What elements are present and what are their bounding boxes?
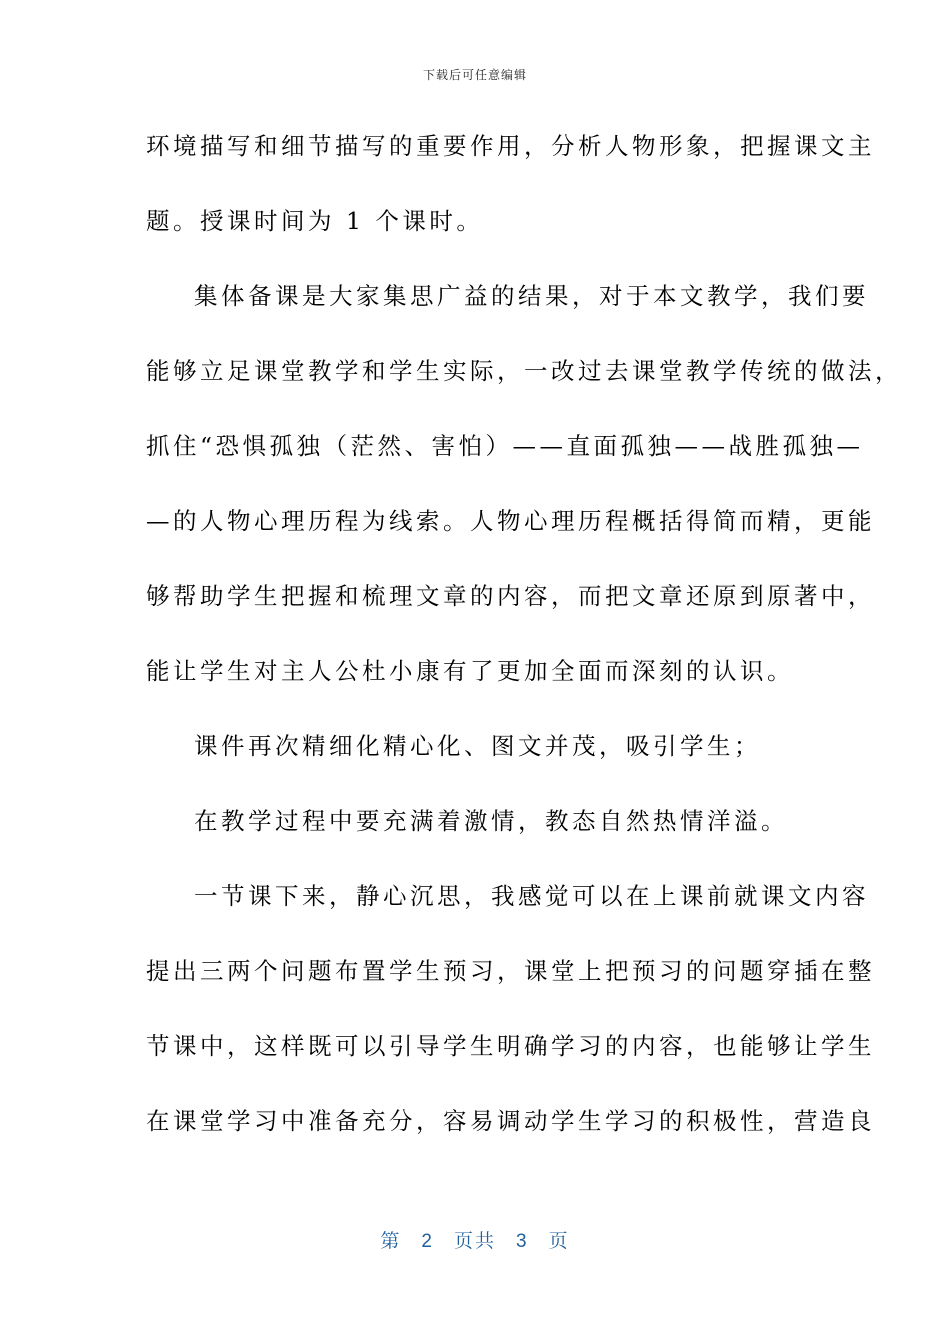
text-line: 够帮助学生把握和梳理文章的内容，而把文章还原到原著中，: [146, 582, 875, 610]
text-line: —的人物心理历程为线索。人物心理历程概括得简而精，更能: [146, 507, 875, 535]
page-footer: [0, 1226, 950, 1253]
footer-middle: 页共: [453, 1231, 496, 1252]
text-line: 题。授课时间为 1 个课时。: [146, 207, 484, 235]
paragraph-start-line: 一节课下来，静心沉思，我感觉可以在上课前就课文内容: [194, 882, 869, 910]
footer-suffix: 页: [548, 1231, 570, 1252]
paragraph-start-line: 课件再次精细化精心化、图文并茂，吸引学生；: [194, 732, 761, 760]
header-note: 下载后可任意编辑: [422, 68, 527, 82]
text-line: 环境描写和细节描写的重要作用，分析人物形象，把握课文主: [146, 132, 875, 160]
text-line: 能够立足课堂教学和学生实际，一改过去课堂教学传统的做法，: [146, 357, 902, 385]
text-line: 节课中，这样既可以引导学生明确学习的内容，也能够让学生: [146, 1032, 875, 1060]
total-pages-number: 3: [516, 1231, 529, 1252]
paragraph-start-line: 在教学过程中要充满着激情，教态自然热情洋溢。: [194, 807, 788, 835]
text-line: 能让学生对主人公杜小康有了更加全面而深刻的认识。: [146, 657, 794, 685]
text-line: 抓住“恐惧孤独（茫然、害怕）——直面孤独——战胜孤独—: [146, 432, 864, 460]
footer-prefix: 第: [380, 1231, 402, 1252]
current-page-number: 2: [421, 1231, 434, 1252]
paragraph-start-line: 集体备课是大家集思广益的结果，对于本文教学，我们要: [194, 282, 869, 310]
text-line: 在课堂学习中准备充分，容易调动学生学习的积极性，营造良: [146, 1107, 875, 1135]
text-line: 提出三两个问题布置学生预习，课堂上把预习的问题穿插在整: [146, 957, 875, 985]
body-text: [146, 122, 902, 1172]
